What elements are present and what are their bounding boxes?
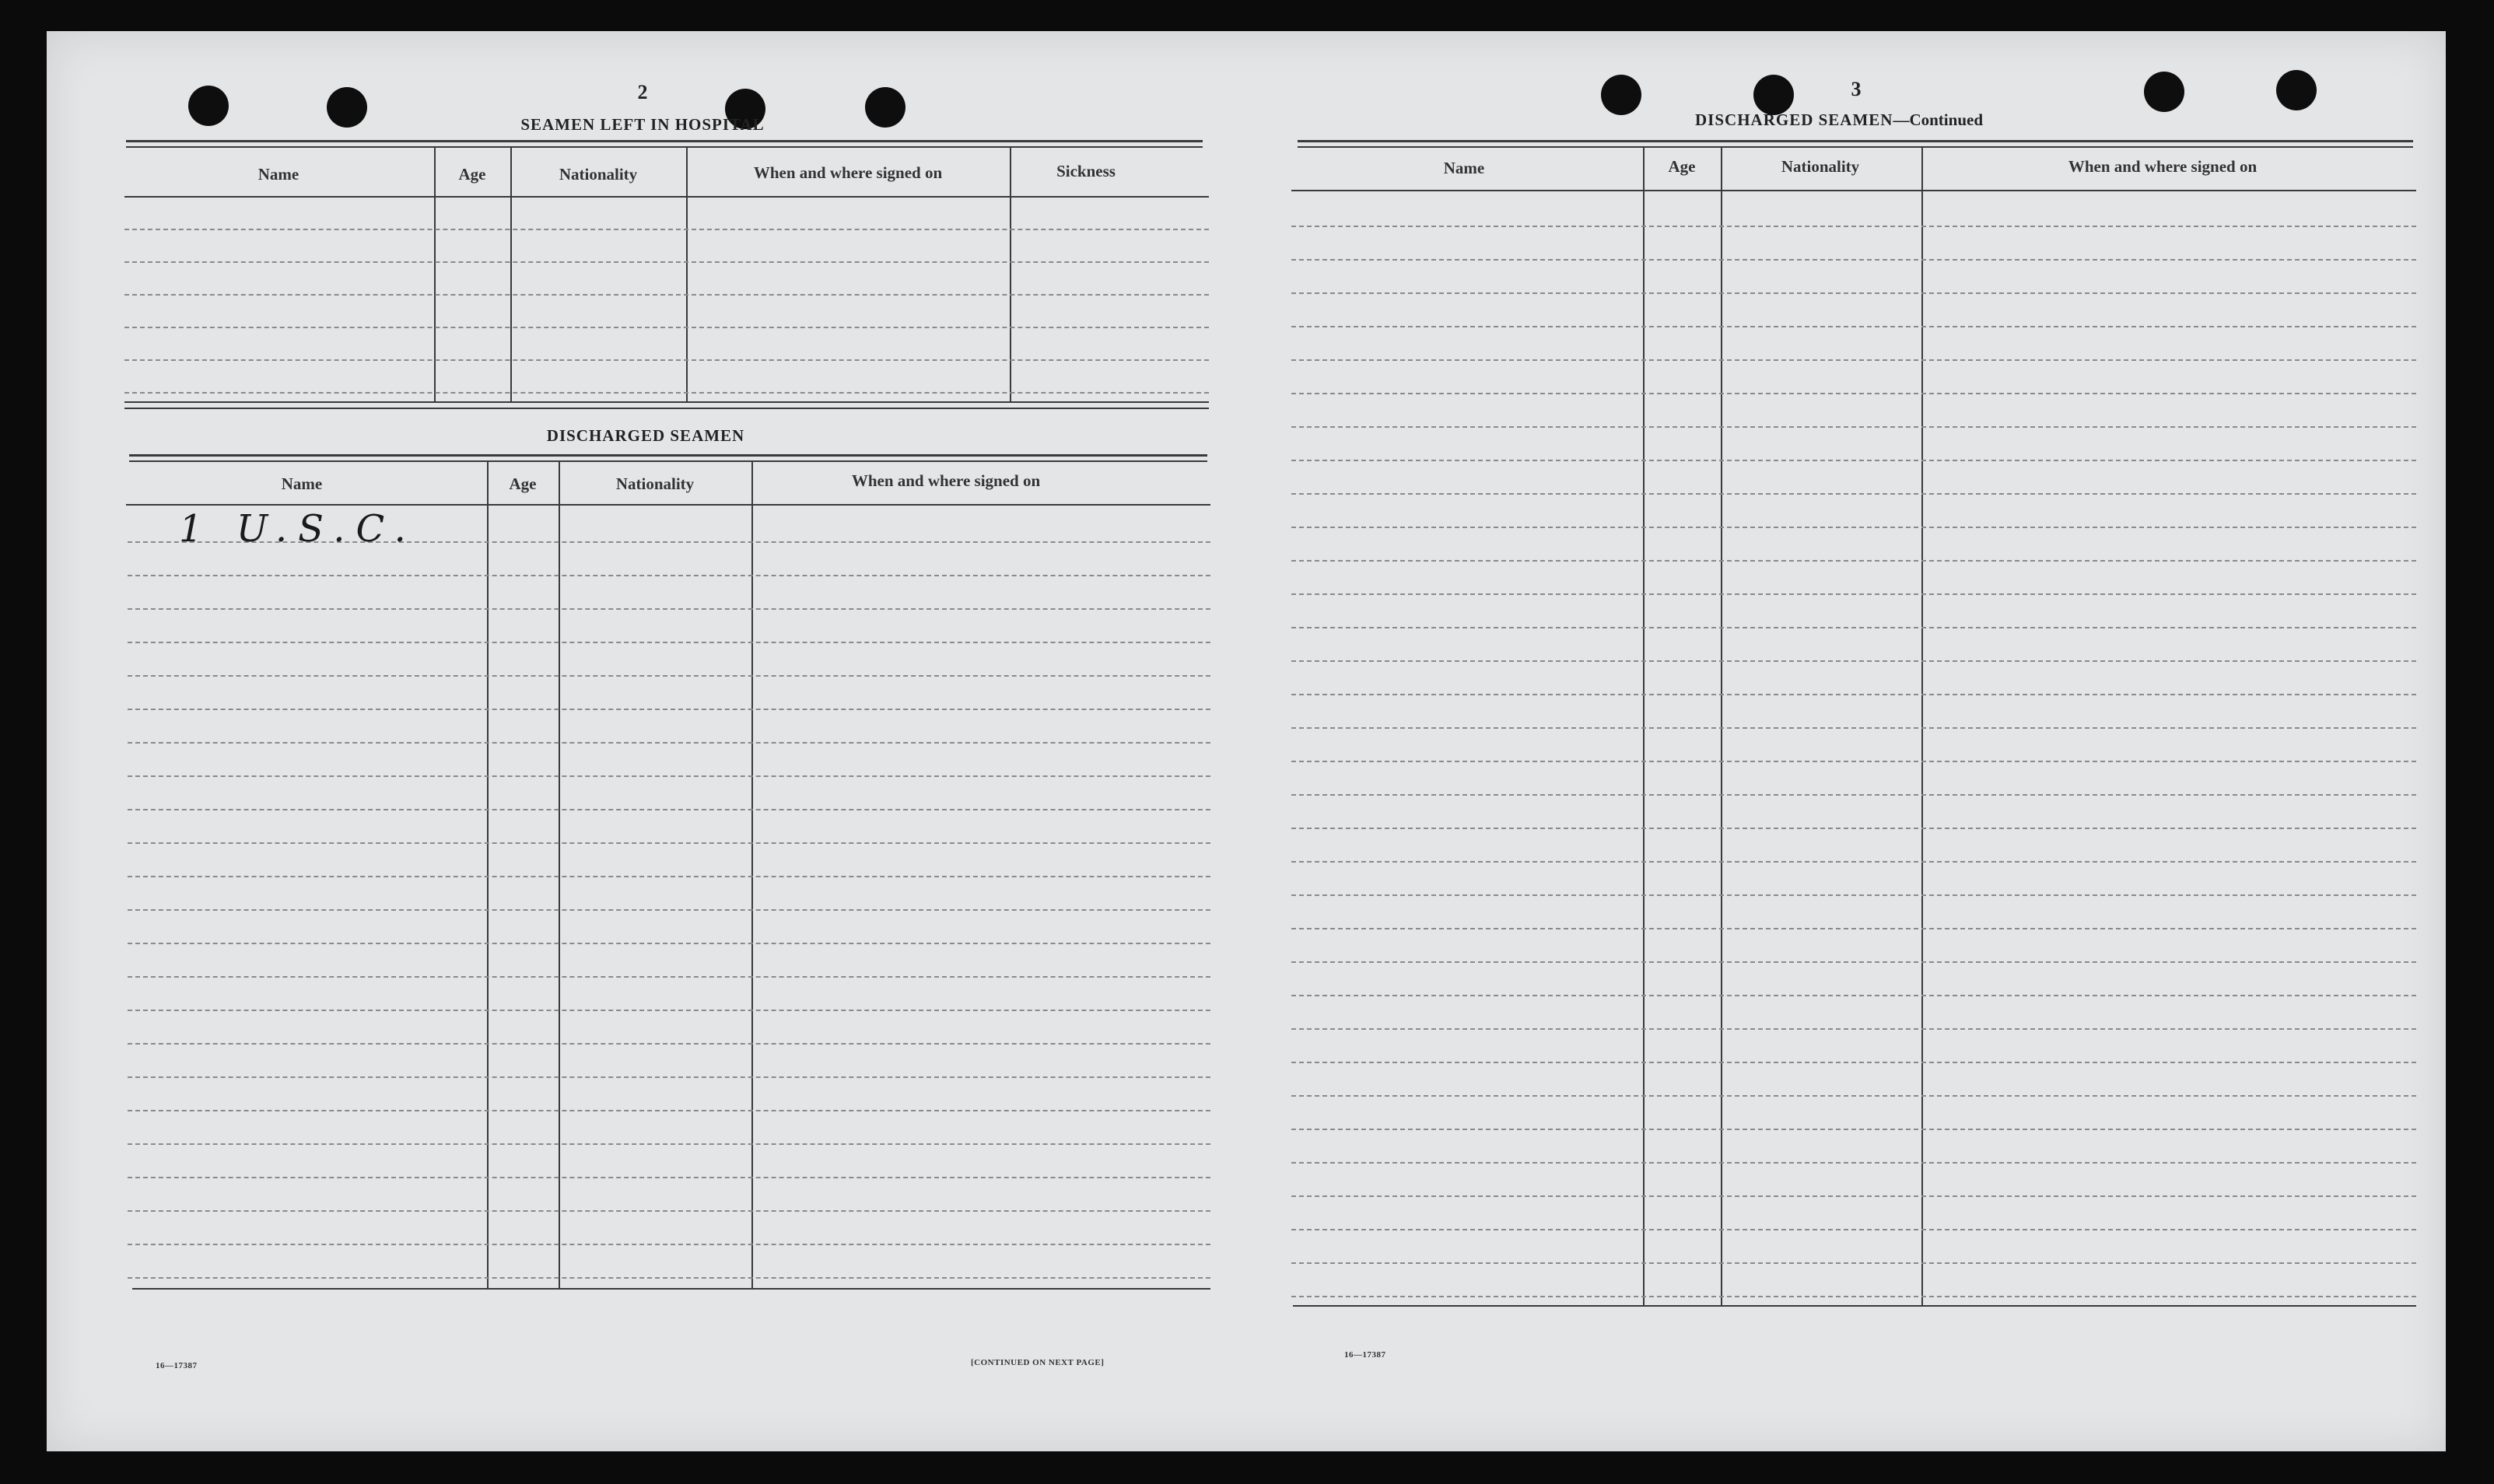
ruled-line — [128, 976, 1210, 978]
column-header-nationality: Nationality — [559, 165, 638, 184]
ruled-line — [128, 642, 1210, 643]
ruled-line — [1291, 393, 2416, 394]
column-header-signed-on: When and where signed on — [851, 471, 1041, 490]
hospital-header-rule — [124, 196, 1209, 198]
page-number: 2 — [637, 81, 648, 103]
column-header-sickness: Sickness — [1056, 162, 1116, 180]
ruled-line — [128, 608, 1210, 610]
ruled-line — [1291, 1129, 2416, 1130]
form-number: 16—17387 — [1344, 1350, 1386, 1360]
ruled-line — [1291, 828, 2416, 829]
ruled-line — [1291, 1062, 2416, 1063]
punch-hole — [2144, 72, 2184, 112]
ruled-line — [128, 1010, 1210, 1011]
ruled-line — [1291, 961, 2416, 963]
ruled-line — [1291, 593, 2416, 595]
ruled-line — [128, 709, 1210, 710]
ruled-line — [1291, 1262, 2416, 1264]
punch-hole — [1601, 75, 1641, 115]
discharged-header-rule — [126, 504, 1210, 506]
form-number: 16—17387 — [156, 1361, 198, 1370]
ruled-line — [128, 1277, 1210, 1279]
column-divider — [1010, 146, 1011, 403]
ruled-line — [1291, 861, 2416, 863]
ruled-line — [1291, 928, 2416, 929]
column-header-signed-on: When and where signed on — [753, 163, 943, 182]
punch-hole — [2276, 70, 2317, 110]
continued-note: [CONTINUED ON NEXT PAGE] — [971, 1358, 1105, 1367]
column-divider — [1921, 146, 1923, 1307]
discharged-top-rule — [129, 454, 1207, 457]
column-divider — [510, 146, 512, 403]
title-suffix: —Continued — [1893, 110, 1983, 129]
manifest-sheet — [47, 31, 2446, 1451]
column-header-nationality: Nationality — [1781, 157, 1860, 176]
table-bottom-rule — [1293, 1305, 2416, 1307]
ruled-line — [128, 675, 1210, 677]
ruled-line — [124, 392, 1209, 394]
ruled-line — [1291, 761, 2416, 762]
ruled-line — [128, 575, 1210, 576]
ruled-line — [128, 1244, 1210, 1245]
column-header-age: Age — [509, 474, 537, 493]
title-main: DISCHARGED SEAMEN — [1695, 110, 1893, 129]
ruled-line — [128, 909, 1210, 911]
punch-hole — [865, 87, 905, 128]
ruled-line — [1291, 426, 2416, 428]
ruled-line — [1291, 1195, 2416, 1197]
hospital-top-rule — [126, 146, 1203, 148]
ruled-line — [128, 809, 1210, 810]
column-divider — [751, 460, 753, 1290]
ruled-line — [1291, 527, 2416, 528]
ruled-line — [1291, 627, 2416, 628]
ruled-line — [1291, 1162, 2416, 1164]
ruled-line — [1291, 292, 2416, 294]
column-header-name: Name — [1443, 159, 1485, 177]
discharged-top-rule — [129, 460, 1207, 462]
ruled-line — [128, 943, 1210, 944]
ruled-line — [1291, 1229, 2416, 1230]
ruled-line — [1291, 1028, 2416, 1030]
discharged-bottom-rule — [132, 1288, 1210, 1290]
handwritten-entry: 1 U.S.C. — [179, 507, 417, 551]
ruled-line — [1291, 259, 2416, 261]
ruled-line — [1291, 560, 2416, 562]
ruled-line — [1291, 660, 2416, 662]
ruled-line — [1291, 694, 2416, 695]
column-divider — [1643, 146, 1645, 1307]
ruled-line — [1291, 995, 2416, 996]
hospital-bottom-rule — [124, 408, 1209, 409]
table-header-rule — [1291, 190, 2416, 191]
ruled-line — [1291, 1296, 2416, 1297]
ruled-line — [128, 1043, 1210, 1045]
ruled-line — [1291, 326, 2416, 327]
column-header-signed-on: When and where signed on — [2068, 157, 2258, 176]
ruled-line — [124, 327, 1209, 328]
ruled-line — [128, 842, 1210, 844]
ruled-line — [128, 876, 1210, 877]
punch-hole — [188, 86, 229, 126]
page-number: 3 — [1851, 78, 1862, 100]
ruled-line — [124, 294, 1209, 296]
ruled-line — [1291, 894, 2416, 896]
column-header-name: Name — [257, 165, 299, 184]
column-divider — [1721, 146, 1722, 1307]
continued-section-title — [1695, 110, 1983, 130]
ruled-line — [128, 1210, 1210, 1212]
punch-hole — [1753, 75, 1794, 115]
hospital-top-rule — [126, 140, 1203, 142]
ruled-line — [128, 742, 1210, 744]
ruled-line — [1291, 794, 2416, 796]
table-top-rule — [1298, 140, 2413, 142]
ruled-line — [1291, 1095, 2416, 1097]
table-top-rule — [1298, 146, 2413, 148]
column-header-age: Age — [1668, 157, 1696, 176]
column-divider — [686, 146, 688, 403]
ruled-line — [124, 261, 1209, 263]
column-header-nationality: Nationality — [615, 474, 695, 493]
ruled-line — [128, 1110, 1210, 1111]
punch-hole — [327, 87, 367, 128]
ruled-line — [128, 1076, 1210, 1078]
ruled-line — [124, 359, 1209, 361]
ruled-line — [128, 775, 1210, 777]
ruled-line — [1291, 359, 2416, 361]
ruled-line — [124, 229, 1209, 230]
column-divider — [487, 460, 489, 1290]
ruled-line — [128, 1143, 1210, 1145]
hospital-section-title: SEAMEN LEFT IN HOSPITAL — [520, 115, 765, 134]
column-header-name: Name — [281, 474, 323, 493]
column-divider — [559, 460, 560, 1290]
ruled-line — [1291, 727, 2416, 729]
discharged-section-title: DISCHARGED SEAMEN — [546, 426, 745, 445]
ruled-line — [1291, 226, 2416, 227]
ruled-line — [128, 1177, 1210, 1178]
column-divider — [434, 146, 436, 403]
ruled-line — [1291, 460, 2416, 461]
ruled-line — [1291, 493, 2416, 495]
column-header-age: Age — [458, 165, 486, 184]
hospital-bottom-rule — [124, 401, 1209, 403]
